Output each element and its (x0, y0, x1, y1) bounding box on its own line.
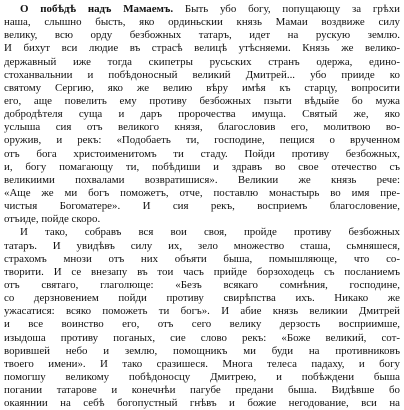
text-line: отъиде, пойде скоро. (4, 213, 101, 226)
text-line: твоего имени». И тако сразишеся. Многа телеса падаху, и богу (4, 357, 400, 370)
text-line: помогшу великому побѣдоносцу Дмитрею, и побѣждени быша (4, 370, 400, 383)
text-line: «Аще же ми богъ поможетъ, отче, поставлю монастырь во имя пре- (4, 186, 400, 199)
text-line: изыдоша противу поганых, сие слово рекъ: «Боже великий, сот- (4, 331, 400, 344)
text-line: татаръ. И увидѣвъ силу их, зело множество сташа, сьмняшеся, (4, 239, 400, 252)
text-line: погании татарове и конечнѣи пагубе предани быша. Видѣвше бо (4, 384, 400, 397)
paragraph-2 (4, 226, 400, 410)
text-line: услыша сия отъ великого князя, благословив его, молитвою во- (4, 121, 400, 134)
text-line: добродѣтеля суща и даръ пророчества имуща. Святый же, яко (4, 108, 400, 121)
text-line: ужасатися: всяко поможеть ти богъ». И абие князь великии Дмитрей (4, 305, 400, 318)
text-line: святому Сергию, яко же велию вѣру имѣя къ старцу, вопросити (4, 81, 400, 94)
line-text: Быть убо богу, попущающу за грѣхи (184, 3, 400, 15)
text-line: оружив, и рекъ: «Подобаеть ти, господине, пещися о врученном (4, 134, 400, 147)
text-line: его, аще повелить ему противу безбожных пзыти вѣдыйе бо мужа (4, 94, 400, 107)
text-line: великиими похвалами возвратишися». Великии же князь рече: (4, 173, 400, 186)
text-line: окаяннии на себѣ богопустный гнѣвъ и божие негодование, вси на (4, 397, 400, 410)
text-line: ворившей небо и землю, помощникъ ми буди на противниковъ (4, 344, 400, 357)
text-line: страхомъ мнози отъ них объяти быша, помышляюще, что со- (4, 252, 400, 265)
text-line: и, богу помагающу ти, побѣдиши и здравъ во свое отечество съ (4, 160, 400, 173)
text-line: стоханвальнии и побѣдоносный великий Дмитрей... убо прииде ко (4, 68, 400, 81)
text-line: И бихут вси людие въ страсѣ велицѣ утѣсняеми. Князь же велико- (4, 42, 400, 55)
text-line: отъ святаго, глаголюще: «Безъ всякаго сомнѣния, господине, (4, 278, 400, 291)
text-line: велику, всю орду безбожных татаръ, идет на рускую землю. (4, 29, 400, 42)
text-line: со дерзновением пойди противу свирѣпства ихъ. Никако же (4, 292, 400, 305)
text-line: и все воинство его, отъ сего велику дерзость восприимше, (4, 318, 400, 331)
text-line: И тако, собравъ вся вои своя, пройде противу безбожных (20, 226, 400, 239)
text-line (4, 3, 400, 16)
text-line: чистыя Богоматере». И сия рекъ, восприемъ благословение, (4, 200, 400, 213)
text-line: отъ бога христоименитомъ ти стаду. Пойди противу безбожных, (4, 147, 400, 160)
text-line: наша, слышно бысть, яко ординьскии князь Мамаи воздвиже силу (4, 16, 400, 29)
text-line: творити. И се внезапу въ тои часъ прийде борзоходець съ посланиемъ (4, 265, 400, 278)
section-title: О побѣдѣ надъ Мамаемъ. (20, 3, 174, 15)
paragraph-1 (4, 3, 400, 226)
text-line: державный иже тогда скипетры русьских странъ одержа, едино- (4, 55, 400, 68)
